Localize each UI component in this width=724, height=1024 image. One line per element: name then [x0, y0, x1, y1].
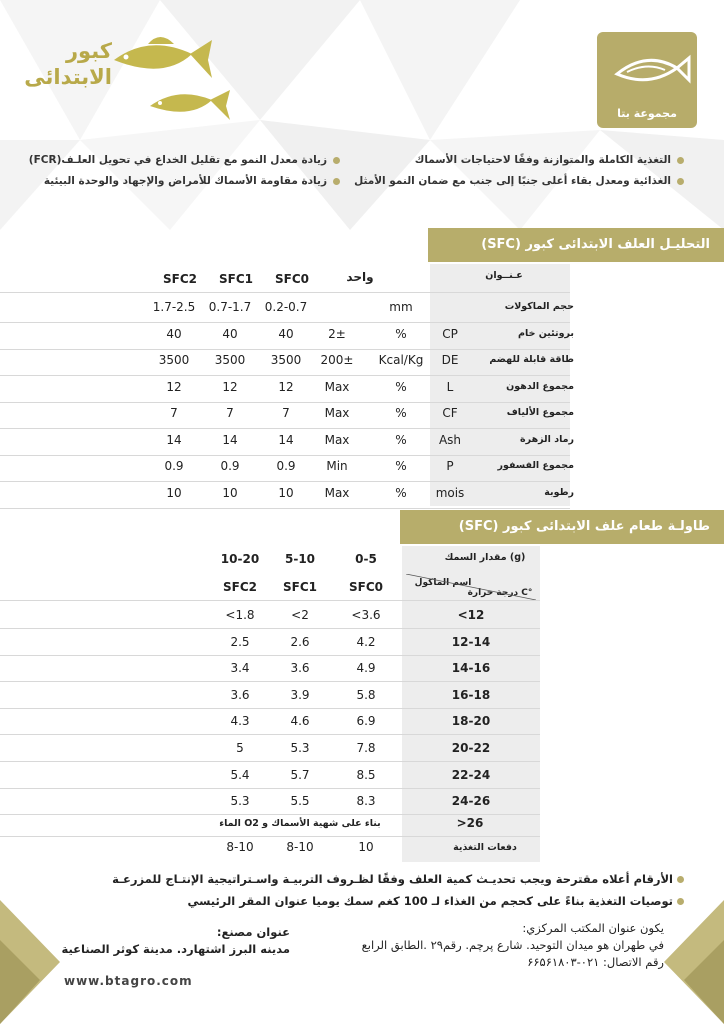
food-name-header: اسم الماكول	[414, 578, 472, 588]
row-divider	[0, 455, 570, 456]
row-sfc1: 7	[226, 406, 234, 420]
analysis-title: التحليـل العلف الابتدائى كبور (SFC)	[428, 228, 724, 262]
row-sfc0: 0.2-0.7	[264, 300, 308, 314]
row-tolerance: Max	[324, 380, 350, 394]
row-abbr: mois	[435, 486, 465, 500]
office-line-2: في طهران هو ميدان التوحيد. شارع پرچم. رقم۲۹ .الطابق الرابع	[361, 938, 664, 952]
analysis-header-sfc2: SFC2	[163, 272, 197, 286]
row-abbr: Ash	[438, 433, 462, 447]
row-unit: %	[395, 380, 407, 394]
benefit-item: التغذية الكاملة والمتوازنة وفقًا لاحتياجات الأسماك	[354, 150, 684, 171]
feed-sfc0-cell: <3.6	[351, 608, 381, 622]
row-unit: Kcal/Kg	[378, 353, 424, 367]
row-sfc1: 0.9	[220, 459, 240, 473]
feed-sfc0-cell: 7.8	[356, 741, 376, 755]
row-label: طاقة قابلة للهضم	[489, 354, 574, 365]
row-sfc1: 40	[222, 327, 238, 341]
row-divider	[0, 600, 540, 601]
office-address	[304, 920, 664, 971]
temperature-cell: 22-24	[451, 768, 491, 782]
row-tolerance: 200±	[320, 353, 354, 367]
feed-sfc0-cell: 6.9	[356, 714, 376, 728]
row-divider	[0, 628, 540, 629]
fish-logo-icon	[597, 32, 697, 102]
feed-sfc2-cell: 5	[236, 741, 244, 755]
row-divider	[0, 508, 570, 509]
benefit-item: الغذائية ومعدل بقاء أعلى جنبًا إلى جنب مع ضمان النمو الأمثل	[354, 171, 684, 192]
benefits-list-left	[29, 150, 340, 192]
row-unit: mm	[389, 300, 413, 314]
row-unit: %	[395, 327, 407, 341]
factory-line-1: عنوان مصنع:	[216, 925, 290, 939]
row-tolerance: Min	[326, 459, 348, 473]
row-sfc1: 3500	[214, 353, 246, 367]
feed-sfc1-cell: 4.6	[290, 714, 310, 728]
temperature-cell: 12-14	[451, 635, 491, 649]
row-divider	[0, 788, 540, 789]
temperature-cell: 20-22	[451, 741, 491, 755]
row-divider	[0, 375, 570, 376]
row-sfc0: 14	[278, 433, 294, 447]
temperature-cell: 16-18	[451, 688, 491, 702]
feeding-times-sfc1: 8-10	[286, 840, 314, 854]
row-abbr: CF	[442, 406, 458, 420]
feeding-times-label: دفعات التغذية	[453, 842, 517, 853]
row-divider	[0, 655, 540, 656]
row-sfc2: 14	[166, 433, 182, 447]
feed-sfc0-cell: 8.3	[356, 794, 376, 808]
feed-sfc0: SFC0	[349, 580, 383, 594]
feeding-times-sfc2: 8-10	[226, 840, 254, 854]
fish-size-header: مقدار السمك (g)	[444, 552, 526, 563]
row-sfc2: 1.7-2.5	[152, 300, 196, 314]
row-sfc2: 7	[170, 406, 178, 420]
header-diagonal-line	[406, 574, 536, 600]
factory-line-2: مدينه البرز اشتهارد. مدينة كوثر الصناعية	[61, 942, 290, 956]
benefits-list-right	[354, 150, 684, 192]
analysis-header-sfc0: SFC0	[275, 272, 309, 286]
row-abbr: CP	[442, 327, 458, 341]
feed-sfc1-cell: 3.9	[290, 688, 310, 702]
row-sfc2: 0.9	[164, 459, 184, 473]
row-divider	[0, 836, 540, 837]
office-line-1: يكون عنوان المكتب المركزي:	[522, 921, 664, 935]
feed-sfc1-cell: <2	[291, 608, 309, 622]
row-label: مجموع الألياف	[506, 407, 574, 418]
row-sfc0: 3500	[270, 353, 302, 367]
temperature-cell: <12	[457, 608, 485, 622]
feed-sfc2-cell: 3.4	[230, 661, 250, 675]
carp-fish-icon	[104, 30, 216, 86]
row-sfc0: 40	[278, 327, 294, 341]
row-label: رطوبة	[544, 487, 574, 498]
feed-sfc0-cell: 4.9	[356, 661, 376, 675]
row-label: رماد الزهرة	[520, 434, 574, 445]
feed-sfc1-cell: 2.6	[290, 635, 310, 649]
feed-sfc1-cell: 5.7	[290, 768, 310, 782]
feed-sfc2-cell: 5.4	[230, 768, 250, 782]
row-sfc1: 14	[222, 433, 238, 447]
feeding-title: طاولـة طعام علف الابتدائى كبور (SFC)	[400, 510, 724, 544]
row-abbr: L	[446, 380, 454, 394]
row-divider	[0, 814, 540, 815]
row-abbr: DE	[441, 353, 459, 367]
row-sfc2: 10	[166, 486, 182, 500]
feed-sfc1-cell: 5.3	[290, 741, 310, 755]
row-divider	[0, 734, 540, 735]
row-divider	[0, 481, 570, 482]
row-label: حجم الماكولات	[504, 301, 574, 312]
row-sfc1: 0.7-1.7	[208, 300, 252, 314]
feed-sfc0-cell: 8.5	[356, 768, 376, 782]
feed-sfc0-cell: 4.2	[356, 635, 376, 649]
feed-sfc1-cell: 5.5	[290, 794, 310, 808]
row-divider	[0, 322, 570, 323]
row-label: بروتئين خام	[518, 328, 574, 339]
row-unit: %	[395, 433, 407, 447]
product-name-line1: كبور	[65, 39, 112, 63]
temp-over-26: >26	[456, 816, 484, 830]
row-divider	[0, 292, 570, 293]
row-divider	[0, 761, 540, 762]
product-name-line2: الابتدائى	[24, 65, 112, 89]
note-2: توصيات التغذية بناءً على كحجم من الغذاء لـ 100 كغم سمك يوميا عنوان المقر الرئيسي	[187, 894, 684, 908]
company-logo	[597, 32, 697, 128]
row-divider	[0, 428, 570, 429]
temperature-cell: 14-16	[451, 661, 491, 675]
row-tolerance: Max	[324, 406, 350, 420]
feed-sfc2-cell: 4.3	[230, 714, 250, 728]
temperature-header: درجة حرارة C°	[467, 588, 533, 598]
row-sfc2: 12	[166, 380, 182, 394]
feed-sfc2: SFC2	[223, 580, 257, 594]
row-tolerance: Max	[324, 486, 350, 500]
feed-sfc2-cell: <1.8	[225, 608, 255, 622]
feed-sfc0-cell: 5.8	[356, 688, 376, 702]
row-sfc2: 3500	[158, 353, 190, 367]
row-divider	[0, 681, 540, 682]
small-carp-fish-icon	[142, 82, 232, 126]
row-divider	[0, 402, 570, 403]
note-1: الأرقام أعلاه مقترحة ويجب تحديـث كمية العلف وفقًا لظـروف التربيـة واسـتراتيجية الإنتـاج للمزرعـة	[112, 872, 684, 886]
feed-sfc1-cell: 3.6	[290, 661, 310, 675]
range-0-5: 0-5	[355, 552, 377, 566]
row-divider	[0, 349, 570, 350]
website-link[interactable]: www.btagro.com	[64, 974, 193, 988]
office-line-3: رقم الاتصال: ۰۲۱-۶۶۵۶۱۸۰۳	[527, 955, 664, 969]
range-5-10: 5-10	[284, 552, 316, 566]
product-name	[22, 38, 112, 90]
row-sfc1: 12	[222, 380, 238, 394]
row-sfc0: 12	[278, 380, 294, 394]
temperature-cell: 24-26	[451, 794, 491, 808]
row-abbr: P	[446, 459, 454, 473]
row-label: مجموع الفسفور	[497, 460, 574, 471]
row-tolerance: Max	[324, 433, 350, 447]
row-divider	[0, 708, 540, 709]
feed-sfc1: SFC1	[283, 580, 317, 594]
row-sfc2: 40	[166, 327, 182, 341]
benefit-item: زيادة معدل النمو مع تقليل الخداع في تحويل العلـف(FCR)	[29, 150, 340, 171]
feed-sfc2-cell: 3.6	[230, 688, 250, 702]
analysis-header-sfc1: SFC1	[219, 272, 253, 286]
feeding-times-sfc0: 10	[358, 840, 374, 854]
benefit-item: زيادة مقاومة الأسماك للأمراض والإجهاد والوحدة البيئية	[29, 171, 340, 192]
temperature-cell: 18-20	[451, 714, 491, 728]
row-unit: %	[395, 406, 407, 420]
row-sfc0: 0.9	[276, 459, 296, 473]
feed-sfc2-cell: 5.3	[230, 794, 250, 808]
row-label: مجموع الدهون	[506, 381, 574, 392]
feed-sfc2-cell: 2.5	[230, 635, 250, 649]
row-sfc0: 7	[282, 406, 290, 420]
row-sfc0: 10	[278, 486, 294, 500]
over-26-note: بناء على شهية الأسماك و O2 الماء	[219, 818, 381, 829]
logo-label: مجموعة بتا	[617, 107, 677, 120]
analysis-header-unit: واحد	[346, 270, 374, 284]
analysis-header-label: عـنــوان	[485, 270, 523, 281]
range-10-20: 10-20	[220, 552, 260, 566]
row-sfc1: 10	[222, 486, 238, 500]
row-unit: %	[395, 486, 407, 500]
row-tolerance: 2±	[328, 327, 346, 341]
factory-address	[60, 924, 290, 958]
row-unit: %	[395, 459, 407, 473]
